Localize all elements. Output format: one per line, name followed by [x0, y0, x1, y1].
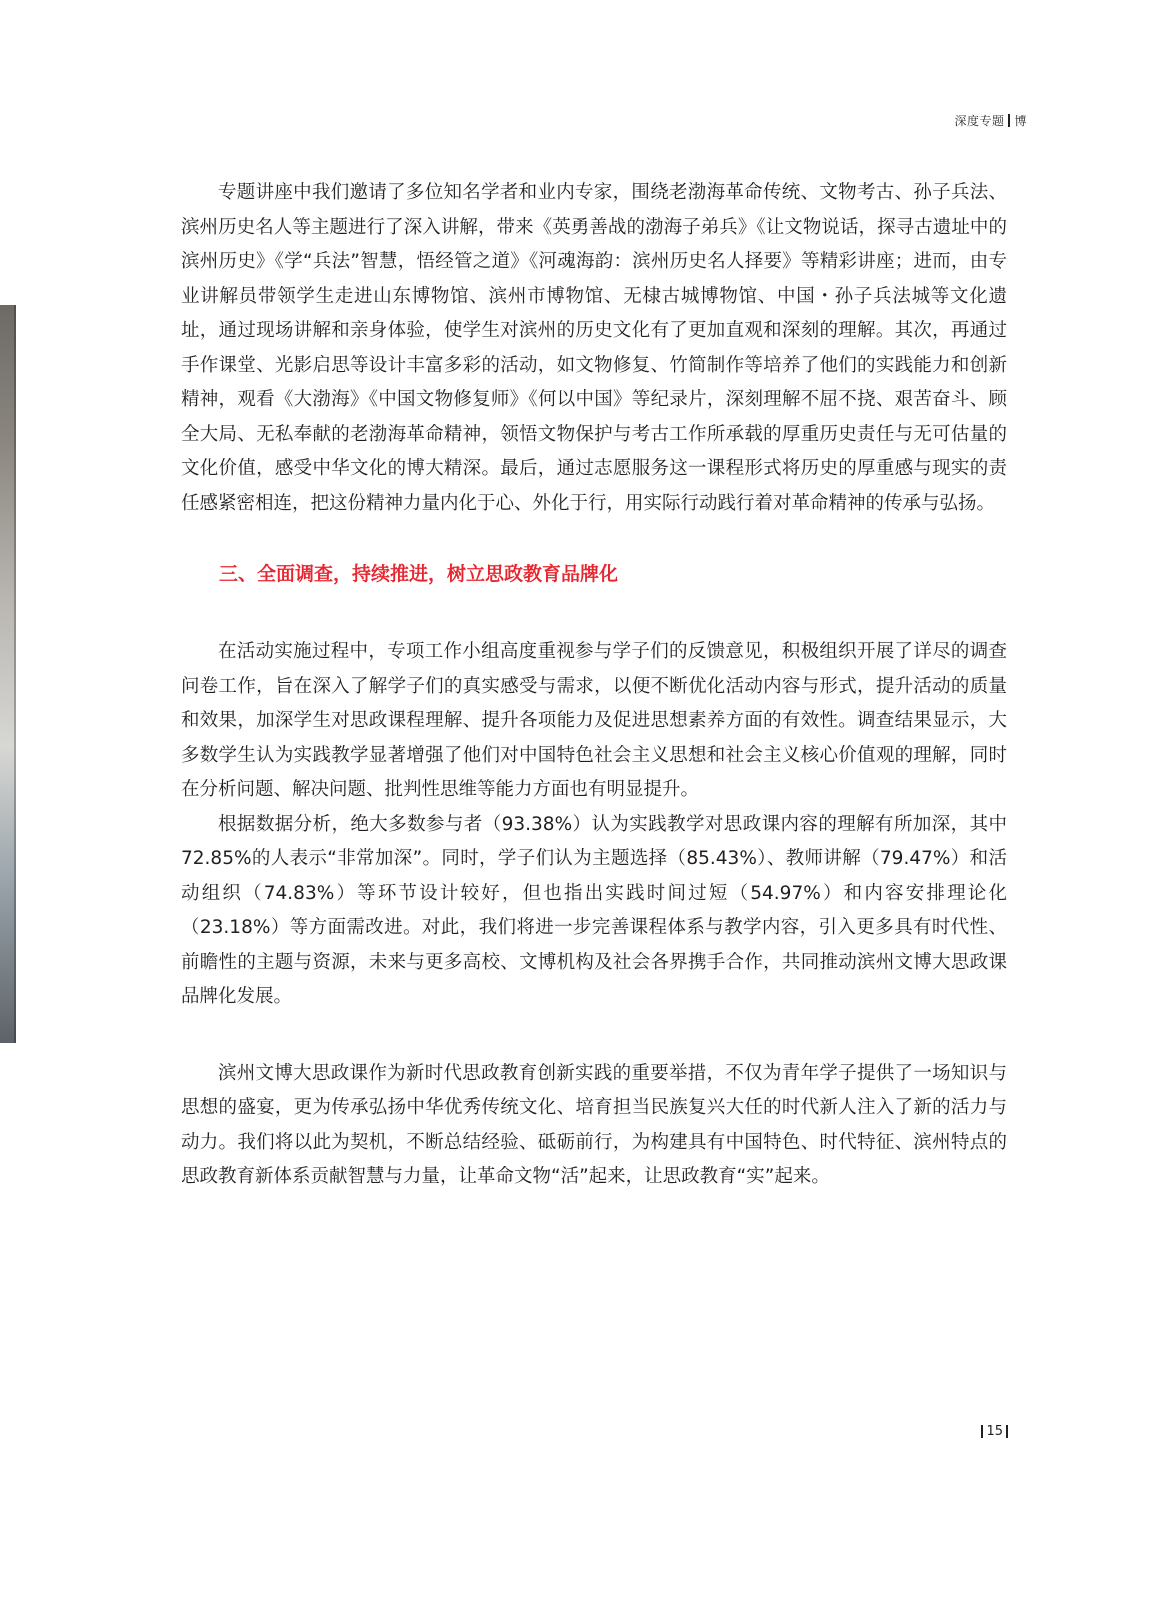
header-separator: [1008, 114, 1010, 127]
running-header: [954, 112, 1027, 129]
section-heading: 三、全面调查，持续推进，树立思政教育品牌化: [219, 563, 619, 585]
header-section: 深度专题: [954, 114, 1005, 128]
photo-edge: [0, 305, 16, 1043]
page-number-bar-left: [981, 1425, 983, 1438]
paragraph-lectures: 专题讲座中我们邀请了多位知名学者和业内专家，围绕老渤海革命传统、文物考古、孙子兵法、滨州历史名人等主题进行了深入讲解，带来《英勇善战的渤海子弟兵》《让文物说话，探寻古遗址中的滨州历史》《学“兵法”智慧，悟经管之道》《河魂海韵：滨州历史名人择要》等精彩讲座；进而，由专业讲解员带领学生走进山东博物馆、滨州市博物馆、无棣古城博物馆、中国・孙子兵法城等文化遗址，通过现场讲解和亲身体验，使学生对滨州的历史文化有了更加直观和深刻的理解。其次，再通过手作课堂、光影启思等设计丰富多彩的活动，如文物修复、竹简制作等培养了他们的实践能力和创新精神，观看《大渤海》《中国文物修复师》《何以中国》等纪录片，深刻理解不屈不挠、艰苦奋斗、顾全大局、无私奉献的老渤海革命精神，领悟文物保护与考古工作所承载的厚重历史责任与无可估量的文化价值，感受中华文化的博大精深。最后，通过志愿服务这一课程形式将历史的厚重感与现实的责任感紧密相连，把这份精神力量内化于心、外化于行，用实际行动践行着对革命精神的传承与弘扬。: [181, 182, 1007, 514]
paragraph-survey: 在活动实施过程中，专项工作小组高度重视参与学子们的反馈意见，积极组织开展了详尽的调查问卷工作，旨在深入了解学子们的真实感受与需求，以便不断优化活动内容与形式，提升活动的质量和效果，加深学生对思政课程理解、提升各项能力及促进思想素养方面的有效性。调查结果显示，大多数学生认为实践教学显著增强了他们对中国特色社会主义思想和社会主义核心价值观的理解，同时在分析问题、解决问题、批判性思维等能力方面也有明显提升。: [181, 641, 1007, 800]
page-number-value: 15: [986, 1424, 1003, 1439]
page-number-bar-right: [1006, 1425, 1008, 1438]
article-body: [181, 176, 1007, 1195]
paragraph-data-analysis: 根据数据分析，绝大多数参与者（93.38%）认为实践教学对思政课内容的理解有所加深，其中72.85%的人表示“非常加深”。同时，学子们认为主题选择（85.43%）、教师讲解（79.47%）和活动组织（74.83%）等环节设计较好，但也指出实践时间过短（54.97%）和内容安排理论化（23.18%）等方面需改进。对此，我们将进一步完善课程体系与教学内容，引入更多具有时代性、前瞻性的主题与资源，未来与更多高校、文博机构及社会各界携手合作，共同推动滨州文博大思政课品牌化发展。: [181, 813, 1007, 1007]
page-number: [981, 1424, 1008, 1439]
paragraph-conclusion: 滨州文博大思政课作为新时代思政教育创新实践的重要举措，不仅为青年学子提供了一场知识与思想的盛宴，更为传承弘扬中华优秀传统文化、培育担当民族复兴大任的时代新人注入了新的活力与动力。我们将以此为契机，不断总结经验、砥砺前行，为构建具有中国特色、时代特征、滨州特点的思政教育新体系贡献智慧与力量，让革命文物“活”起来，让思政教育“实”起来。: [181, 1062, 1007, 1187]
header-column: 博: [1014, 114, 1027, 128]
